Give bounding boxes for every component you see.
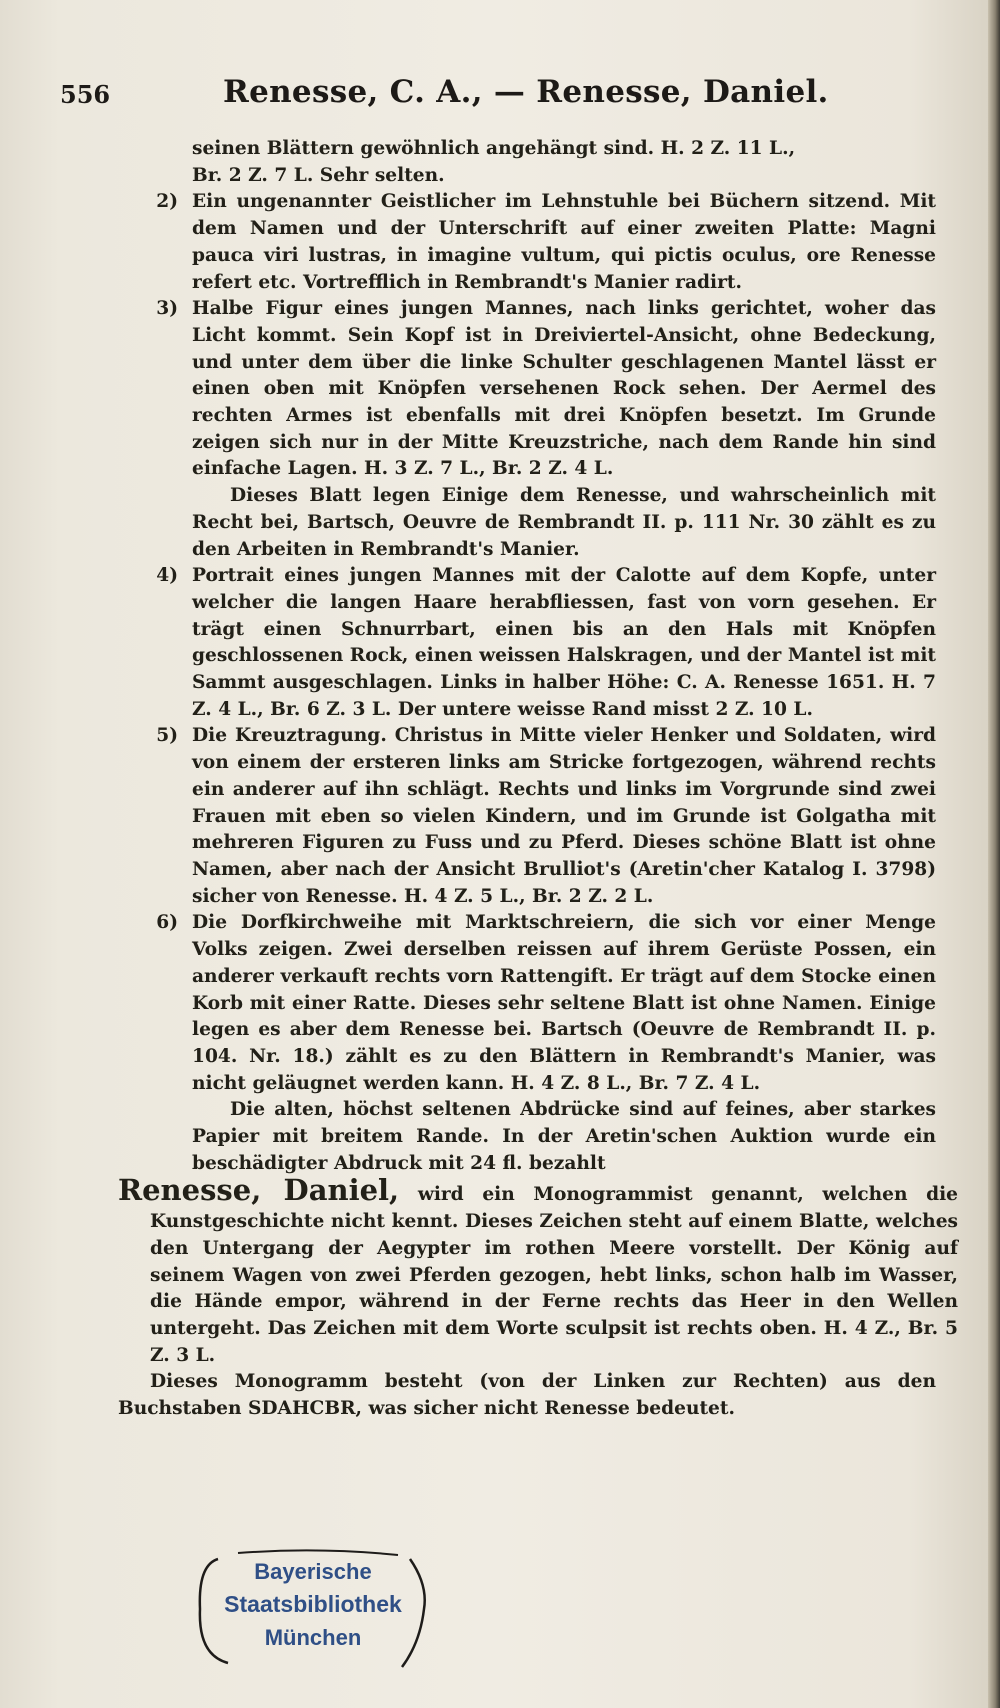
artist-entry — [118, 1173, 958, 1369]
entry-text: Portrait eines jungen Mannes mit der Calotte auf dem Kopfe, unter welcher die langen Haare herabfliessen, fast von vorn gesehen. Er trägt einen Schnurrbart, einen bis an den Hals mit Knöpfen geschlossenen Rock, einen weissen Halskragen, und der Mantel ist mit Sammt ausgeschlagen. Links in halber Höhe: C. A. Renesse 1651. H. 7 Z. 4 L., Br. 6 Z. 3 L. Der untere weisse Rand misst 2 Z. 10 L. — [192, 565, 936, 720]
stamp-line: Bayerische — [254, 1559, 372, 1584]
stamp-line: München — [264, 1625, 362, 1650]
entry-text: Die Dorfkirchweihe mit Marktschreiern, die sich vor einer Menge Volks zeigen. Zwei derselben reissen auf ihrem Gerüste Possen, ein anderer verkauft rechts vorn Rattengift. Er trägt auf dem Stocke einen Korb mit einer Ratte. Dieses sehr seltene Blatt ist ohne Namen. Einige legen es aber dem Renesse bei. Bartsch (Oeuvre de Rembrandt II. p. 104. Nr. 18.) zählt es zu den Blättern in Rembrandt's Manier, was nicht geläugnet werden kann. H. 4 Z. 8 L., Br. 7 Z. 4 L. — [192, 912, 936, 1094]
entry-text: Halbe Figur eines jungen Mannes, nach links gerichtet, woher das Licht kommt. Sein Kopf ist in Dreiviertel-Ansicht, ohne Bedeckung, und unter dem über die linke Schulter geschlagenen Mantel lässt er einen oben mit Knöpfen versehenen Rock sehen. Der Aermel des rechten Armes ist ebenfalls mit drei Knöpfen besetzt. Im Grunde zeigen sich nur in der Mitte Kreuzstriche, nach dem Rande hin sind einfache Lagen. H. 3 Z. 7 L., Br. 2 Z. 4 L. — [192, 298, 936, 480]
continued-line: Br. 2 Z. 7 L. Sehr selten. — [192, 164, 445, 186]
catalog-entry-2 — [118, 189, 936, 296]
body-text — [118, 136, 958, 1423]
entry-text: Ein ungenannter Geistlicher im Lehnstuhle bei Büchern sitzend. Mit dem Namen und der Unterschrift auf einer zweiten Platte: Magni pauca viri lustras, in imagine vultum, qui pictis oculus, ore Renesse refert etc. Vortrefflich in Rembrandt's Manier radirt. — [192, 191, 936, 293]
book-spine-edge — [988, 0, 1000, 1708]
catalog-entry-5 — [118, 723, 936, 910]
page-header — [60, 74, 920, 118]
page-number: 556 — [60, 80, 111, 109]
artist-name: Renesse, Daniel, — [118, 1173, 400, 1208]
entry-number: 2) — [156, 191, 178, 213]
stamp-line: Staatsbibliothek — [224, 1591, 402, 1617]
entry-number: 3) — [156, 298, 178, 320]
entry-number: 4) — [156, 565, 178, 587]
catalog-entry-6 — [118, 910, 936, 1097]
entry-note: Dieses Blatt legen Einige dem Renesse, und wahrscheinlich mit Recht bei, Bartsch, Oeuvre de Rembrandt II. p. 111 Nr. 30 zählt es zu den Arbeiten in Rembrandt's Manier. — [192, 485, 936, 560]
library-stamp — [188, 1545, 438, 1673]
entry-number: 6) — [156, 912, 178, 934]
entry-text: Die Kreuztragung. Christus in Mitte vieler Henker und Soldaten, wird von einem der ersteren links am Stricke fortgezogen, während rechts ein anderer auf ihn schlägt. Rechts und links im Vorgrunde sind zwei Frauen mit eben so vielen Kindern, und im Grunde ist Golgatha mit mehreren Figuren zu Fuss und zu Pferd. Dieses schöne Blatt ist ohne Namen, aber nach der Ansicht Brulliot's (Aretin'cher Katalog I. 3798) sicher von Renesse. H. 4 Z. 5 L., Br. 2 Z. 2 L. — [192, 725, 936, 907]
entry-number: 5) — [156, 725, 178, 747]
artist-text: wird ein Monogrammist genannt, welchen die Kunstgeschichte nicht kennt. Dieses Zeichen steht auf einem Blatte, welches den Untergang der Aegypter im rothen Meere vorstellt. Der König auf seinem Wagen von zwei Pferden gezogen, hebt links, schon halb im Wasser, die Hände empor, während in der Ferne rechts das Heer in den Wellen untergeht. Das Zeichen mit dem Worte sculpsit ist rechts oben. H. 4 Z., Br. 5 Z. 3 L. — [150, 1184, 958, 1366]
catalog-entry-3 — [118, 296, 936, 483]
artist-note: Dieses Monogramm besteht (von der Linken zur Rechten) aus den Buchstaben SDAHCBR, was sicher nicht Renesse bedeutet. — [118, 1371, 936, 1420]
continued-line: seinen Blättern gewöhnlich angehängt sind. H. 2 Z. 11 L., — [192, 138, 796, 159]
running-head: Renesse, C. A., — Renesse, Daniel. — [223, 74, 829, 110]
entry-note: Die alten, höchst seltenen Abdrücke sind auf feines, aber starkes Papier mit breitem Rande. In der Aretin'schen Auktion wurde ein beschädigter Abdruck mit 24 fl. bezahlt — [192, 1099, 936, 1174]
catalog-entry-4 — [118, 563, 936, 723]
